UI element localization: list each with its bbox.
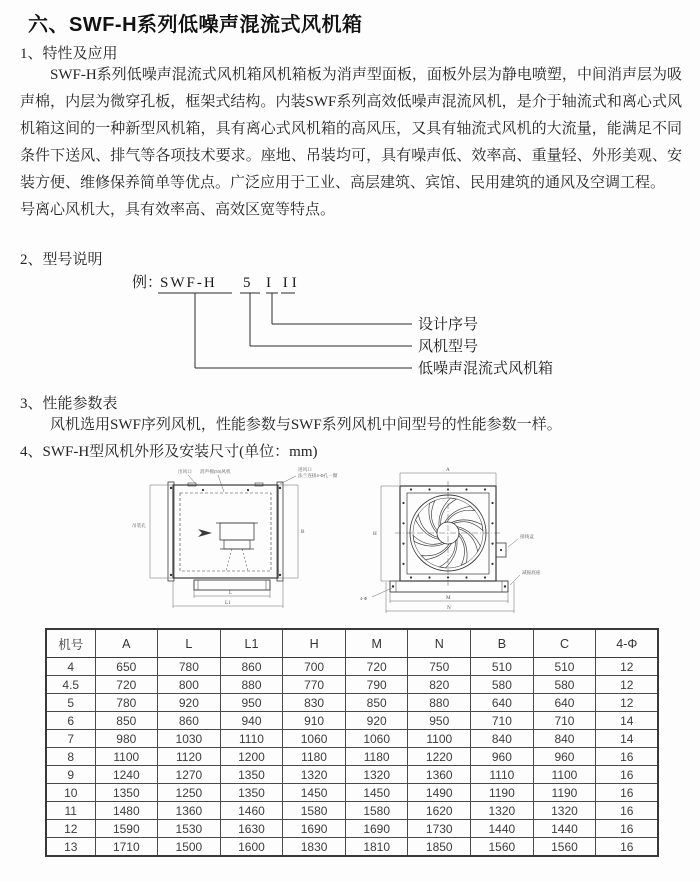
model-designation-diagram: [120, 266, 700, 391]
table-cell: 1320: [533, 802, 596, 820]
table-cell: 1360: [158, 802, 221, 820]
callout-fan-model: 风机型号: [418, 339, 479, 355]
table-cell: 1620: [408, 802, 471, 820]
table-cell: 1580: [283, 802, 346, 820]
table-cell: 16: [596, 838, 659, 857]
table-cell: 800: [158, 676, 221, 694]
table-cell: 4.5: [46, 676, 95, 694]
table-cell: 640: [471, 694, 534, 712]
table-cell: 16: [596, 802, 659, 820]
table-cell: 940: [220, 712, 283, 730]
mounting-holes-label: 4-Φ: [360, 596, 368, 601]
column-header: B: [471, 629, 534, 658]
features-paragraph: SWF-H系列低噪声混流式风机箱风机箱板为消声型面板，面板外层为静电喷塑，中间消声层为吸声棉，内层为微穿孔板，框架式结构。内装SWF系列高效低噪声混流风机，是介于轴流式和离心式风机箱这间的一种新型风机箱，具有离心式风机箱的高风压，又具有轴流式风机的大流量，能满足不同条件下送风、排气等各项技术要求。座地、吊装均可，具有噪声低、效率高、重量轻、外形美观、安装方便、维修保养简单等优点。广泛应用于工业、高层建筑、宾馆、民用建筑的通风及空调工程。: [20, 67, 682, 191]
column-header: C: [533, 629, 596, 658]
table-cell: 1030: [158, 730, 221, 748]
table-cell: 1360: [408, 766, 471, 784]
table-cell: 720: [345, 658, 408, 676]
table-cell: 12: [596, 694, 659, 712]
table-cell: 12: [46, 820, 95, 838]
column-header: H: [283, 629, 346, 658]
table-cell: 16: [596, 820, 659, 838]
table-cell: 10: [46, 784, 95, 802]
table-cell: 1120: [158, 748, 221, 766]
dim-l1-label: L1: [225, 600, 231, 606]
column-header: N: [408, 629, 471, 658]
table-cell: 1530: [158, 820, 221, 838]
table-cell: 1440: [471, 820, 534, 838]
table-cell: 790: [345, 676, 408, 694]
dim-n-label: N: [447, 605, 451, 611]
table-cell: 1480: [95, 802, 158, 820]
table-cell: 950: [220, 694, 283, 712]
table-row: [46, 802, 658, 820]
table-cell: 1110: [220, 730, 283, 748]
table-cell: 580: [533, 676, 596, 694]
table-cell: 1220: [408, 748, 471, 766]
junction-box-label: 接线盒: [520, 534, 534, 539]
table-cell: 11: [46, 802, 95, 820]
table-cell: 1450: [283, 784, 346, 802]
column-header: A: [95, 629, 158, 658]
front-view-drawing: [358, 463, 663, 625]
table-row: [46, 784, 658, 802]
table-cell: 1190: [471, 784, 534, 802]
table-cell: 850: [345, 694, 408, 712]
table-cell: 510: [471, 658, 534, 676]
table-cell: 1180: [283, 748, 346, 766]
table-cell: 12: [596, 658, 659, 676]
table-cell: 1490: [408, 784, 471, 802]
table-cell: 13: [46, 838, 95, 857]
section-3-heading: 3、性能参数表: [20, 396, 118, 412]
table-cell: 880: [220, 676, 283, 694]
table-cell: 510: [533, 658, 596, 676]
table-cell: 1250: [158, 784, 221, 802]
section-3-body: 风机选用SWF序列风机，性能参数与SWF系列风机中间型号的性能参数一样。: [50, 417, 562, 433]
table-cell: 1560: [533, 838, 596, 857]
table-cell: 8: [46, 748, 95, 766]
table-cell: 1350: [220, 784, 283, 802]
table-cell: 1460: [220, 802, 283, 820]
section-1-body: [20, 62, 682, 224]
table-cell: 830: [283, 694, 346, 712]
table-row: [46, 658, 658, 676]
column-header: 4-Φ: [596, 629, 659, 658]
table-cell: 650: [95, 658, 158, 676]
dimension-table: [45, 628, 659, 857]
model-series-code: SWF-H: [160, 275, 217, 291]
table-cell: 860: [220, 658, 283, 676]
table-cell: 1100: [95, 748, 158, 766]
table-row: [46, 838, 658, 857]
table-cell: 16: [596, 748, 659, 766]
table-cell: 5: [46, 694, 95, 712]
table-cell: 1810: [345, 838, 408, 857]
table-cell: 860: [158, 712, 221, 730]
table-cell: 920: [345, 712, 408, 730]
table-cell: 770: [283, 676, 346, 694]
table-cell: 950: [408, 712, 471, 730]
table-cell: 7: [46, 730, 95, 748]
column-header: L: [158, 629, 221, 658]
table-cell: 16: [596, 766, 659, 784]
section-1-heading: 1、特性及应用: [20, 46, 118, 62]
side-view-drawing: [128, 463, 380, 625]
table-cell: 4: [46, 658, 95, 676]
table-cell: 910: [283, 712, 346, 730]
hanger-hole-label: 吊装孔: [132, 523, 146, 528]
table-cell: 580: [471, 676, 534, 694]
table-cell: 1060: [345, 730, 408, 748]
table-cell: 1600: [220, 838, 283, 857]
example-label: 例：: [132, 275, 163, 291]
table-cell: 1580: [345, 802, 408, 820]
bolt-dots-left-drawing: [170, 487, 281, 576]
dim-m-label: M: [446, 595, 451, 601]
table-cell: 1320: [471, 802, 534, 820]
table-cell: 960: [533, 748, 596, 766]
outlet-label: 出风口: [178, 469, 192, 474]
table-cell: 1110: [471, 766, 534, 784]
inlet-label: 进风口: [298, 467, 312, 472]
table-cell: 1440: [533, 820, 596, 838]
table-cell: 1100: [533, 766, 596, 784]
table-cell: 960: [471, 748, 534, 766]
table-cell: 980: [95, 730, 158, 748]
table-cell: 14: [596, 712, 659, 730]
table-cell: 1100: [408, 730, 471, 748]
table-cell: 880: [408, 694, 471, 712]
table-cell: 9: [46, 766, 95, 784]
table-header-row: [46, 629, 658, 658]
table-cell: 720: [95, 676, 158, 694]
table-cell: 1500: [158, 838, 221, 857]
table-cell: 16: [596, 784, 659, 802]
table-cell: 1560: [471, 838, 534, 857]
table-cell: 750: [408, 658, 471, 676]
table-cell: 1270: [158, 766, 221, 784]
table-cell: 1320: [345, 766, 408, 784]
table-cell: 1730: [408, 820, 471, 838]
table-cell: 780: [95, 694, 158, 712]
model-size-code: 5: [243, 275, 251, 291]
table-cell: 1060: [283, 730, 346, 748]
table-cell: 710: [471, 712, 534, 730]
table-cell: 820: [408, 676, 471, 694]
column-header: 机号: [46, 629, 95, 658]
table-cell: 1200: [220, 748, 283, 766]
table-cell: 840: [471, 730, 534, 748]
features-paragraph-fragment: 号离心风机大，具有效率高、高效区宽等特点。: [20, 202, 336, 218]
model-design-code: I II: [266, 275, 301, 291]
flange-label: 法兰连接4-Φ孔一圈: [298, 473, 338, 478]
column-header: M: [345, 629, 408, 658]
table-cell: 780: [158, 658, 221, 676]
section-2-heading: 2、型号说明: [20, 252, 103, 268]
table-cell: 1320: [283, 766, 346, 784]
table-cell: 1630: [220, 820, 283, 838]
table-cell: 840: [533, 730, 596, 748]
callout-design-serial: 设计序号: [418, 317, 479, 333]
table-cell: 1850: [408, 838, 471, 857]
column-header: L1: [220, 629, 283, 658]
liner-label: 消声棉(50)风机: [200, 469, 231, 474]
table-cell: 1350: [220, 766, 283, 784]
table-cell: 1590: [95, 820, 158, 838]
dim-a-label: A: [446, 467, 450, 473]
table-cell: 6: [46, 712, 95, 730]
table-cell: 920: [158, 694, 221, 712]
table-row: [46, 712, 658, 730]
table-cell: 850: [95, 712, 158, 730]
table-cell: 1450: [345, 784, 408, 802]
table-cell: 1710: [95, 838, 158, 857]
table-cell: 1690: [345, 820, 408, 838]
table-row: [46, 676, 658, 694]
dim-h-label: H: [373, 531, 377, 537]
table-cell: 1350: [95, 784, 158, 802]
table-row: [46, 766, 658, 784]
table-cell: 710: [533, 712, 596, 730]
section-4-heading: 4、SWF-H型风机外形及安装尺寸(单位：mm): [20, 444, 318, 460]
table-row: [46, 730, 658, 748]
table-row: [46, 694, 658, 712]
table-cell: 12: [596, 676, 659, 694]
table-cell: 1180: [345, 748, 408, 766]
callout-box-name: 低噪声混流式风机箱: [418, 361, 554, 377]
table-cell: 640: [533, 694, 596, 712]
table-cell: 1830: [283, 838, 346, 857]
table-cell: 700: [283, 658, 346, 676]
dim-b-label: B: [301, 529, 305, 535]
table-row: [46, 748, 658, 766]
table-cell: 14: [596, 730, 659, 748]
table-cell: 1190: [533, 784, 596, 802]
dim-l-label: L: [229, 590, 233, 596]
vibration-base-label: 减振底座: [522, 570, 541, 575]
table-cell: 1690: [283, 820, 346, 838]
table-row: [46, 820, 658, 838]
page-title: 六、SWF-H系列低噪声混流式风机箱: [28, 14, 363, 36]
table-cell: 1240: [95, 766, 158, 784]
